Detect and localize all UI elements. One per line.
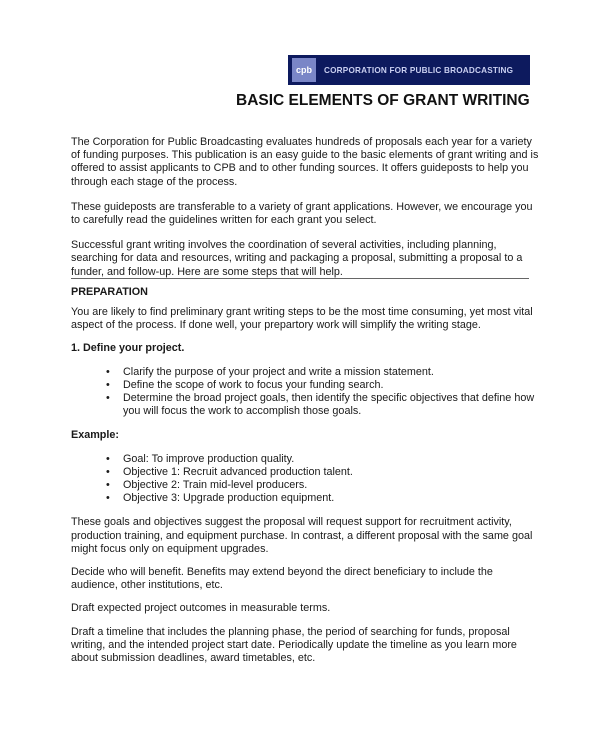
cpb-logo-banner (288, 55, 530, 85)
step-1-heading: 1. Define your project. (71, 342, 185, 355)
intro-paragraph-2: These guideposts are transferable to a variety of grant applications. However, we encourage you to carefully read the guidelines written for each grant you select. (71, 200, 533, 227)
intro-paragraph-3: Successful grant writing involves the coordination of several activities, including planning, searching for data and resources, writing and packaging a proposal, submitting a proposal to a funder, and follow-up. Here are some steps that will help. (71, 239, 523, 278)
list-item: • Define the scope of work to focus your funding search. (106, 378, 384, 391)
list-item: • Objective 1: Recruit advanced production talent. (106, 465, 353, 478)
intro-paragraph-1: The Corporation for Public Broadcasting evaluates hundreds of proposals each year for a variety of funding purposes. This publication is an easy guide to the basic elements of grant writing and is offered to assist applicants to CPB and to other funding sources. It offers guideposts to help you through each stage of the process. (71, 136, 539, 188)
cpb-logo-org-name: CORPORATION FOR PUBLIC BROADCASTING (324, 65, 514, 75)
beneficiary-paragraph: Decide who will benefit. Benefits may extend beyond the direct beneficiary to include the audience, other institutions, etc. (71, 566, 493, 592)
cpb-logo-mark: cpb (292, 58, 316, 82)
list-item: • Determine the broad project goals, then identify the specific objectives that define how you will focus the work to accomplish those goals. (106, 392, 535, 418)
list-item: • Objective 2: Train mid-level producers. (106, 479, 308, 492)
preparation-section (71, 306, 541, 675)
step-1-list (71, 366, 541, 419)
document-title: BASIC ELEMENTS OF GRANT WRITING (236, 92, 530, 109)
section-divider (71, 278, 529, 279)
example-heading: Example: (71, 429, 120, 442)
preparation-heading: PREPARATION (71, 286, 148, 298)
intro-section (71, 136, 541, 291)
timeline-paragraph: Draft a timeline that includes the planning phase, the period of searching for funds, proposal writing, and the intended project start date. Periodically update the timeline as you learn more about submission deadlines, award timetables, etc. (71, 625, 517, 665)
preparation-intro: You are likely to find preliminary grant writing steps to be the most time consuming, yet most vital aspect of the process. If done well, your prepartory work will simplify the writing stage. (71, 306, 533, 332)
list-item: • Clarify the purpose of your project and write a mission statement. (106, 365, 434, 378)
list-item: • Goal: To improve production quality. (106, 452, 295, 465)
list-item: • Objective 3: Upgrade production equipment. (106, 492, 335, 505)
outcomes-paragraph: Draft expected project outcomes in measurable terms. (71, 602, 331, 615)
goals-paragraph: These goals and objectives suggest the proposal will request support for recruitment activity, production training, and equipment purchase. In contrast, a different proposal with the same goal might focus only on equipment upgrades. (71, 516, 533, 555)
example-list (71, 453, 541, 506)
